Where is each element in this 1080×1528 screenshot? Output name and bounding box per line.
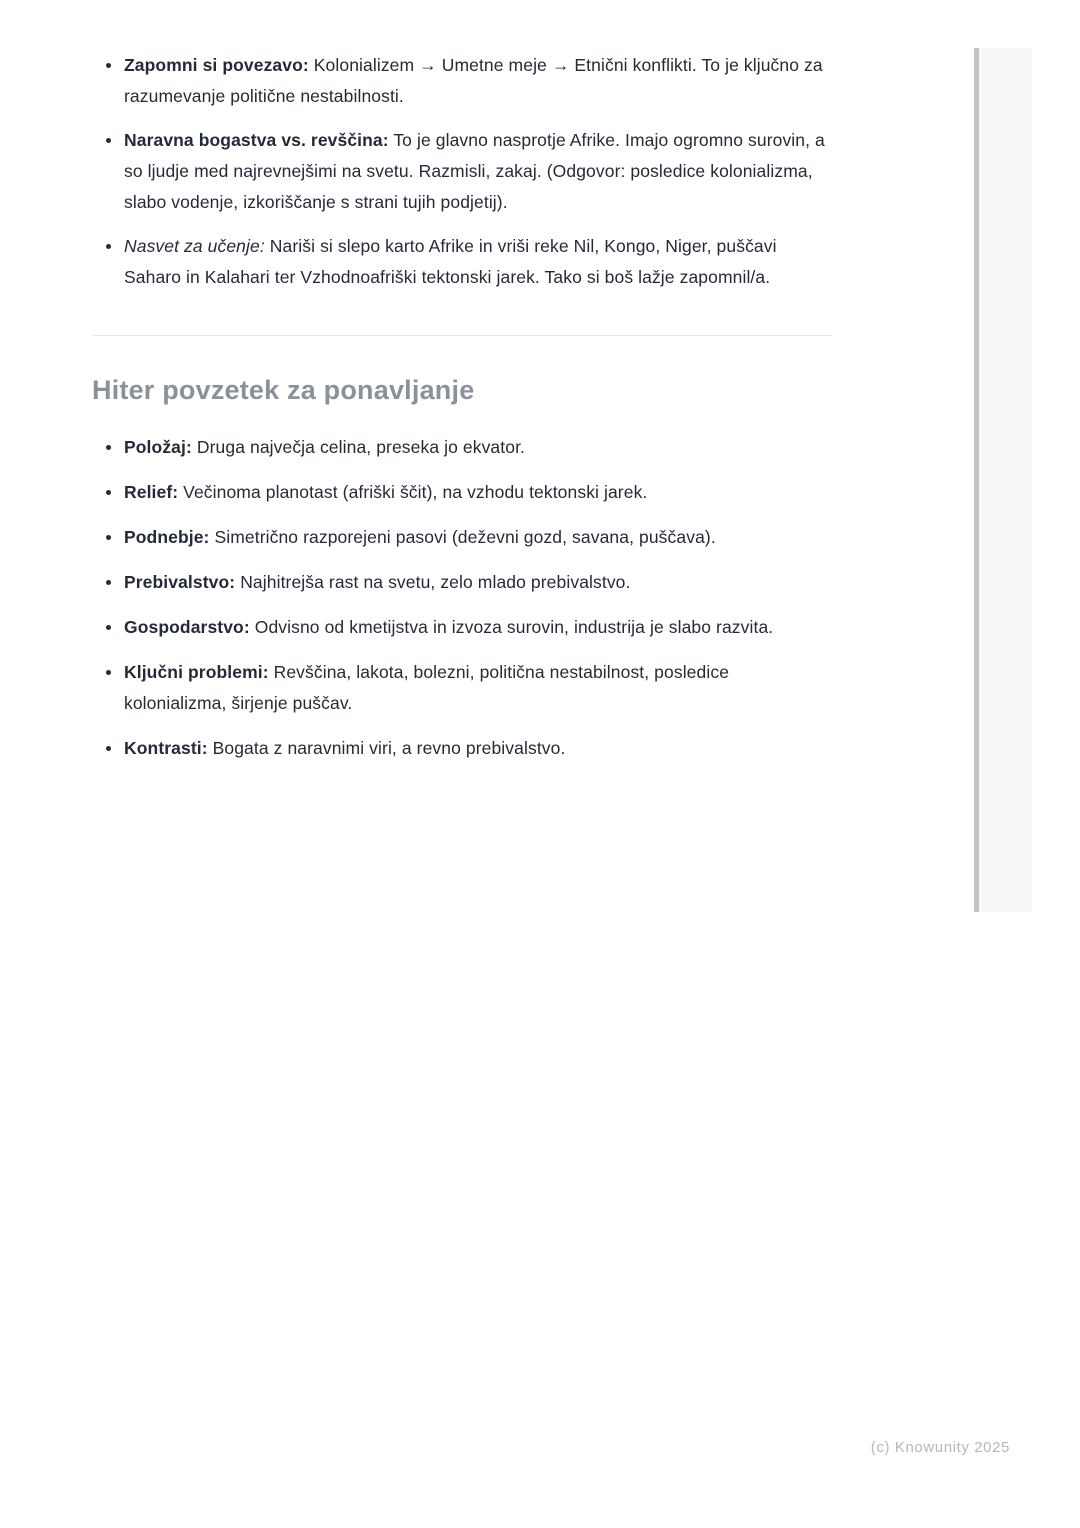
item-text: To je glavno nasprotje Afrike. Imajo ogromno surovin, a so ljudje med najrevnejšimi na svetu. Razmisli, zakaj. (Odgovor: posledice kolonializma, slabo vodenje, izkoriščanje s strani tujih podjetij).: [124, 130, 825, 212]
item-lead: Podnebje:: [124, 527, 210, 547]
list-item: [92, 657, 832, 719]
item-text: Druga največja celina, preseka jo ekvator.: [196, 437, 525, 457]
summary-list: [92, 432, 832, 764]
item-text: Večinoma planotast (afriški ščit), na vzhodu tektonski jarek.: [183, 482, 648, 502]
item-text: Simetrično razporejeni pasovi (deževni gozd, savana, puščava).: [214, 527, 716, 547]
list-item: [92, 733, 832, 764]
section-divider: [92, 335, 832, 336]
item-lead: Naravna bogastva vs. revščina:: [124, 130, 389, 150]
item-lead: Ključni problemi:: [124, 662, 269, 682]
list-item: [92, 567, 832, 598]
document-content: [92, 50, 832, 778]
item-lead: Kontrasti:: [124, 738, 208, 758]
list-item: [92, 432, 832, 463]
list-item: [92, 50, 832, 112]
list-item: [92, 522, 832, 553]
item-lead: Zapomni si povezavo:: [124, 55, 309, 75]
item-text: Revščina, lakota, bolezni, politična nestabilnost, posledice kolonializma, širjenje puščav.: [124, 662, 730, 713]
item-text: Najhitrejša rast na svetu, zelo mlado prebivalstvo.: [240, 572, 631, 592]
item-text: Kolonializem → Umetne meje → Etnični konflikti. To je ključno za razumevanje politične nestabilnosti.: [124, 55, 823, 106]
item-lead: Nasvet za učenje:: [124, 236, 265, 256]
copyright-footer: (c) Knowunity 2025: [870, 1439, 1010, 1456]
list-item: [92, 231, 832, 293]
right-scroll-panel[interactable]: [974, 48, 1032, 912]
list-item: [92, 125, 832, 218]
notes-list: [92, 50, 832, 293]
item-lead: Gospodarstvo:: [124, 617, 250, 637]
item-lead: Položaj:: [124, 437, 192, 457]
item-lead: Relief:: [124, 482, 179, 502]
section-heading: Hiter povzetek za ponavljanje: [92, 375, 475, 405]
list-item: [92, 612, 832, 643]
item-text: Bogata z naravnimi viri, a revno prebivalstvo.: [212, 738, 566, 758]
item-text: Nariši si slepo karto Afrike in vriši reke Nil, Kongo, Niger, puščavi Saharo in Kalahari ter Vzhodnoafriški tektonski jarek. Tako si boš lažje zapomnil/a.: [124, 236, 777, 287]
item-text: Odvisno od kmetijstva in izvoza surovin, industrija je slabo razvita.: [254, 617, 774, 637]
item-lead: Prebivalstvo:: [124, 572, 236, 592]
scrollbar-thumb[interactable]: [974, 48, 979, 912]
list-item: [92, 477, 832, 508]
